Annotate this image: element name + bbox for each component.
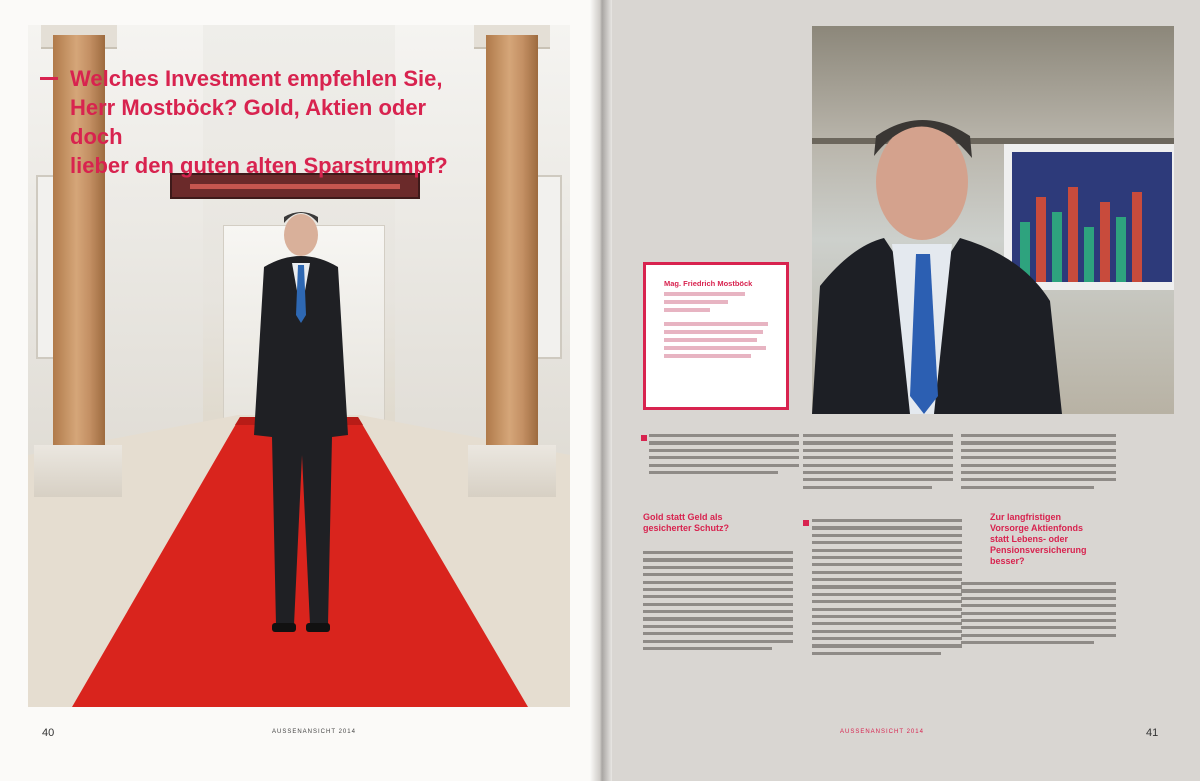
man-portrait bbox=[812, 96, 1174, 414]
running-footer-right: AUSSENANSICHT 2014 bbox=[840, 729, 924, 735]
headline-line: lieber den guten alten Sparstrumpf? bbox=[70, 153, 448, 178]
headline-line: Welches Investment empfehlen Sie, bbox=[70, 66, 443, 91]
question-line: gesicherter Schutz? bbox=[643, 523, 730, 533]
text-column-1a bbox=[649, 434, 799, 478]
column-base-left bbox=[34, 445, 122, 497]
question-line: besser? bbox=[990, 556, 1025, 566]
question-line: statt Lebens- oder bbox=[990, 534, 1069, 544]
headline-dash bbox=[40, 77, 58, 80]
page-number-left: 40 bbox=[42, 727, 55, 739]
text-column-3b bbox=[961, 582, 1116, 648]
question-line: Pensionsversicherung bbox=[990, 545, 1087, 555]
question-line: Gold statt Geld als bbox=[643, 512, 723, 522]
question-line: Vorsorge Aktienfonds bbox=[990, 523, 1084, 533]
question-heading bbox=[990, 512, 1120, 567]
headline-line: Herr Mostböck? Gold, Aktien oder doch bbox=[70, 95, 427, 149]
question-2 bbox=[990, 512, 1120, 567]
column-base-right bbox=[468, 445, 556, 497]
left-page bbox=[0, 0, 598, 781]
paragraph-bullet bbox=[641, 435, 647, 441]
text-column-2a bbox=[803, 434, 953, 493]
marble-column-right bbox=[486, 35, 538, 445]
question-heading bbox=[643, 512, 793, 534]
profile-name: Mag. Friedrich Mostböck bbox=[664, 279, 753, 288]
headline bbox=[42, 64, 482, 180]
profile-infobox bbox=[643, 262, 789, 410]
question-1 bbox=[643, 512, 793, 534]
man-standing-photo bbox=[236, 205, 366, 675]
paragraph-bullet bbox=[803, 520, 809, 526]
text-column-3a bbox=[961, 434, 1116, 493]
text-column-1b bbox=[643, 551, 793, 654]
question-line: Zur langfristigen bbox=[990, 512, 1062, 522]
text-column-2b bbox=[812, 519, 962, 659]
office-portrait-photo bbox=[812, 26, 1174, 414]
page-number-right: 41 bbox=[1146, 727, 1159, 739]
running-footer-left: AUSSENANSICHT 2014 bbox=[272, 729, 356, 735]
